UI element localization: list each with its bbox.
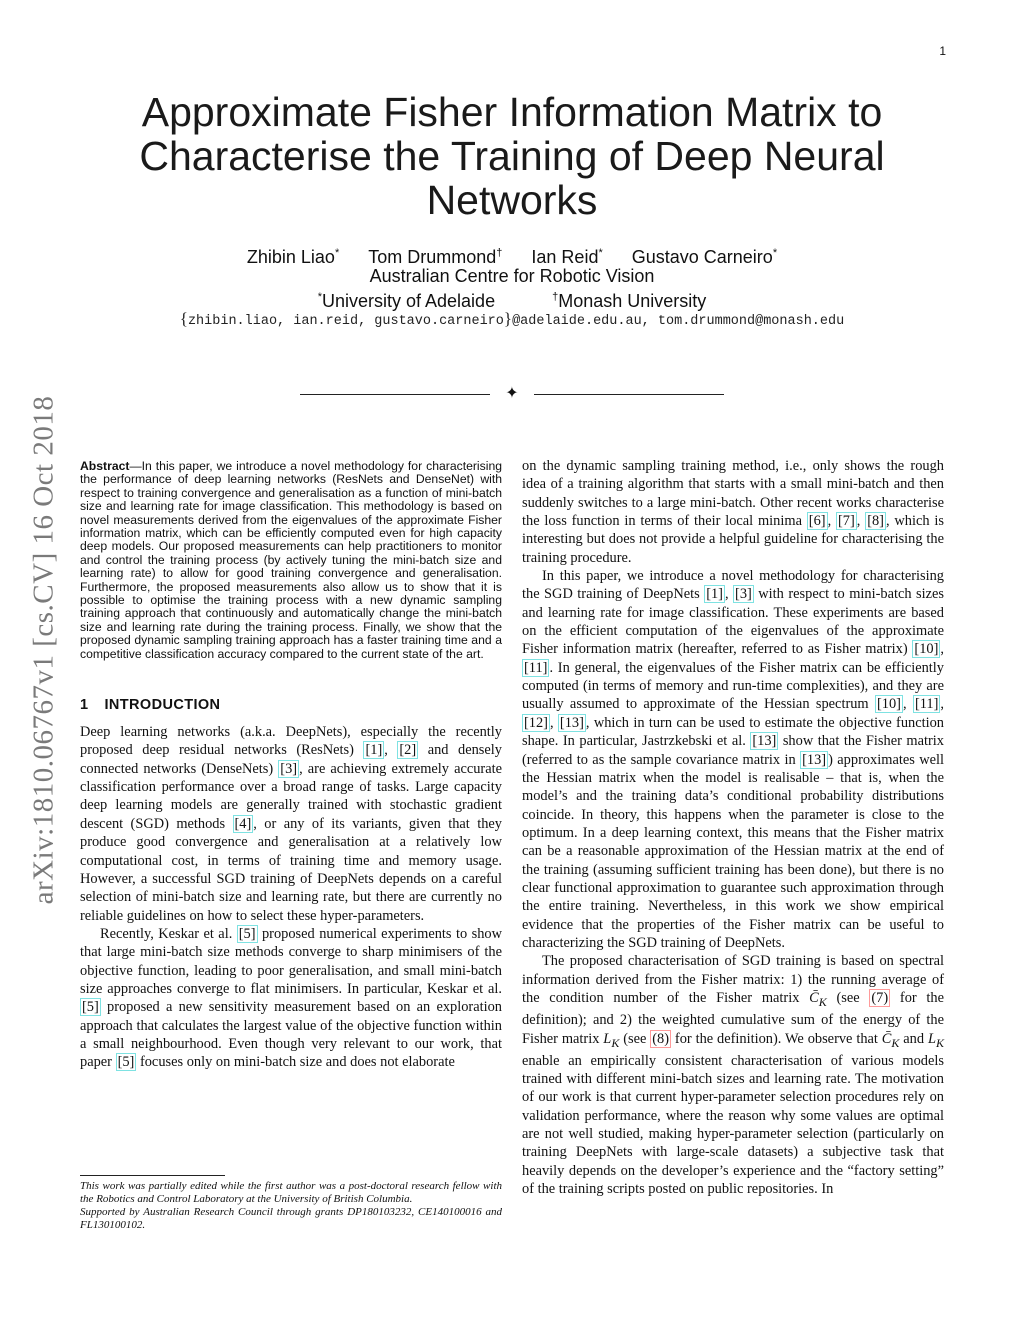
equation-link[interactable]: (7) (871, 989, 889, 1006)
footnote: This work was partially edited while the first author was a post-doctoral research fellow with the Robotics and Control Laboratory at the University of British Columbia. (80, 1180, 502, 1205)
intro-paragraph-1: Deep learning networks (a.k.a. DeepNets), especially the recently proposed deep residual networks (ResNets) [1] , [2] and densely connected networks (DenseNets) [3] , are achieving extremely accurate classification performance over a broad range of tasks. Large capacity deep learning models are generally trained with stochastic gradient descent (SGD) methods [4] , or any of its variants, given that they produce good convergence and generalisation at a relatively low computational cost, in terms of training time and memory usage. However, a successful SGD training of DeepNets depends on a careful selection of mini-batch size and learning rate, but there are currently no reliable guidelines on how to select these hyper-parameters. (80, 724, 503, 924)
author: Gustavo Carneiro* (631, 247, 778, 267)
citation-link[interactable]: [6] (808, 513, 826, 530)
footnotes (80, 1180, 502, 1232)
math-symbol: $C̄_K$ (809, 989, 827, 1009)
citation-link[interactable]: [7] (837, 513, 855, 530)
arxiv-identifier: arXiv:1810.06767v1 [cs.CV] 16 Oct 2018 (27, 395, 60, 905)
author: Zhibin Liao* (246, 247, 340, 267)
right-column (522, 457, 944, 1199)
citation-link[interactable]: [11] (914, 696, 939, 713)
citation-link[interactable]: [12] (524, 714, 548, 731)
footnote-rule (80, 1175, 225, 1176)
abstract (80, 460, 502, 661)
citation-link[interactable]: [11] (524, 659, 548, 676)
university: †Monash University (552, 291, 707, 311)
footnote: Supported by Australian Research Council through grants DP180103232, CE140100016 and FL130100102. (80, 1206, 502, 1231)
citation-link[interactable]: [1] (706, 586, 723, 603)
affiliation: Australian Centre for Robotic Vision (369, 266, 655, 286)
citation-link[interactable]: [13] (559, 714, 584, 731)
abstract-label: Abstract (80, 459, 130, 473)
equation-link[interactable]: (8) (652, 1030, 670, 1047)
math-symbol: $L_K$ (927, 1030, 944, 1050)
citation-link[interactable]: [13] (752, 733, 777, 750)
divider-diamond-icon: ✦ (505, 385, 519, 402)
intro-paragraph-2: Recently, Keskar et al. [5] proposed numerical experiments to show that large mini-batch size methods converge to sharp minimisers of the objective function, leading to poor generalisation, and small mini-batch size approaches converge to flat minimisers. In particular, Keskar et al. [5] proposed a new sensitivity measurement based on an exploration approach that calculates the largest value of the objective function within a small neighbourhood. Even though very relevant to our work, that paper [5] focuses only on mini-batch size and does not elaborate (80, 925, 502, 1071)
title-divider (300, 384, 724, 404)
citation-link[interactable]: [1] (365, 742, 383, 759)
section-heading (80, 697, 502, 713)
math-symbol: $L_K$ (603, 1030, 620, 1050)
citation-link[interactable]: [2] (399, 742, 417, 759)
section-number: 1 (80, 697, 89, 714)
citation-link[interactable]: [3] (280, 760, 298, 777)
abstract-text: —In this paper, we introduce a novel methodology for characterising the performance of deep learning networks (ResNets and DenseNet) with respect to training convergence and generalisation as a function of mini-batch size and learning rate for image classification. This methodology is based on novel measurements derived from the eigenvalues of the approximate Fisher information matrix, which can be efficiently computed even for high capacity deep models. Our proposed measurements can help practitioners to monitor and control the training process (by actively tuning the mini-batch size and learning rate) to allow for good training convergence and generalisation. Furthermore, the proposed measurements also allow us to show that it is possible to optimise the training process with a new dynamic sampling training approach that continuously and automatically change the mini-batch size and learning rate during the training process. Finally, we show that the proposed dynamic sampling training approach has a faster training time and a competitive classification accuracy compared to the current state of the art. (80, 459, 502, 661)
body-paragraph-characterisation: The proposed characterisation of SGD training is based on spectral information derived from the Fisher matrix: 1) the running average of the condition number of the Fisher matrix $C̄_K$ (see (7) for the definition); and 2) the weighted cumulative sum of the energy of the Fisher matrix $L_K$ (see (8) for the definition). We observe that $C̄_K$ and $L_K$ enable an empirically consistent characterisation of various models trained with different mini-batch sizes and learning rate. The motivation of our work is that current hyper-parameter selection procedures rely on validation performance, where the reason why some values are optimal are not well studied, making hyper-parameter selection (particularly on training DeepNets with large-scale datasets) a subjective task that heavily depends on the developer’s experience and the “factory setting” of the training scripts posted on public repositories. In (522, 953, 944, 1198)
citation-link[interactable]: [5] (82, 999, 99, 1016)
author-emails: {zhibin.liao, ian.reid, gustavo.carneiro}@adelaide.edu.au, tom.drummond@monash.edu (179, 309, 845, 329)
math-symbol: $C̄_K$ (881, 1030, 900, 1050)
left-column (80, 460, 502, 1072)
section-title: INTRODUCTION (104, 697, 221, 714)
citation-link[interactable]: [5] (117, 1054, 135, 1071)
citation-link[interactable]: [10] (914, 641, 939, 658)
citation-link[interactable]: [5] (238, 925, 256, 942)
author: Ian Reid* (531, 247, 603, 267)
body-paragraph-method: In this paper, we introduce a novel methodology for characterising the SGD training of DeepNets [1] , [3] with respect to mini-batch sizes and learning rate for image classification. These experiments are based on the efficient computation of the eigenvalues of the approximate Fisher information matrix (hereafter, referred to as Fisher matrix) [10] , [11] . In general, the eigenvalues of the Fisher matrix can be efficiently computed (in terms of memory and run-time complexities), and they are usually assumed to approximate of the Hessian spectrum [10] , [11] , [12] , [13] , which in turn can be used to estimate the objective function shape. In particular, Jastrzkebski et al. [13] show that the Fisher matrix (referred to as the sample covariance matrix in [13] ) approximates well the Hessian matrix when the model is realisable – that is, when the model’s and the training data’s conditional probability distributions coincide. In theory, this happens when the parameter is close to the optimum. In a deep learning context, this means that the Fisher matrix can be a reasonable approximation of the Hessian matrix at the end of the training (assuming sufficient training has been done), but there is no clear functional approximation to guarantee such approximation through the entire training. Nevertheless, in this work we show empirical evidence that the properties of the Fisher matrix can be useful to characterizing the SGD training of DeepNets. (522, 568, 944, 951)
citation-link[interactable]: [8] (867, 513, 884, 530)
university: *University of Adelaide (317, 291, 496, 311)
divider-rule-right (534, 394, 724, 395)
body-paragraph-continued: on the dynamic sampling training method, i.e., only shows the rough idea of a training algorithm that starts with a small mini-batch and then suddenly switches to a large mini-batch. Other recent works characterise the loss function in terms of their local minima [6] , [7] , [8] , which is interesting but does not provide a helpful guideline for characterising the training procedure. (522, 458, 944, 566)
citation-link[interactable]: [4] (234, 815, 252, 832)
paper-title: Approximate Fisher Information Matrix to Characterise the Training of Deep Neural Networks (139, 89, 885, 223)
citation-link[interactable]: [13] (802, 751, 827, 768)
divider-rule-left (300, 394, 490, 395)
author: Tom Drummond† (368, 247, 503, 267)
citation-link[interactable]: [10] (876, 696, 901, 713)
page-number: 1 (939, 44, 946, 58)
citation-link[interactable]: [3] (735, 586, 752, 603)
